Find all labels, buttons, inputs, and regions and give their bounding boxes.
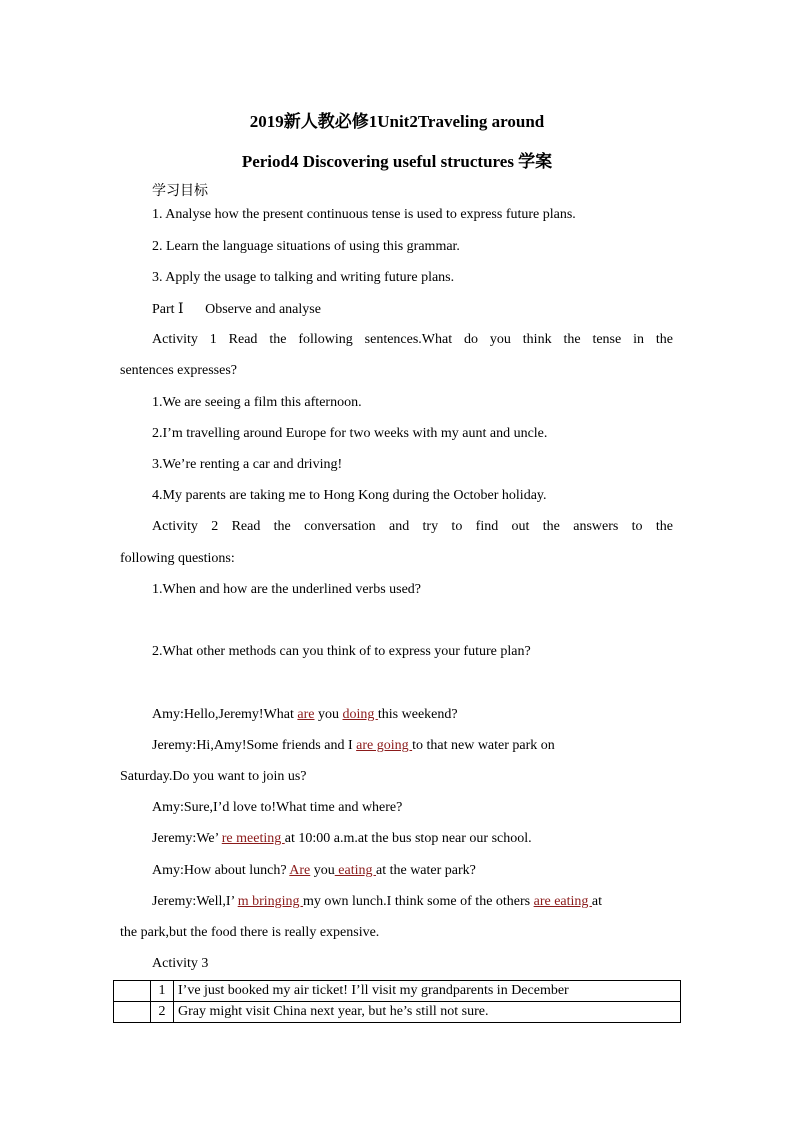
- text: you: [310, 863, 335, 878]
- activity3-table: [113, 980, 681, 1023]
- text: Amy:Hello,Jeremy!What: [152, 707, 298, 722]
- question-1: 1.When and how are the underlined verbs used?: [152, 582, 422, 597]
- row-text: Gray might visit China next year, but he’s still not sure.: [174, 1002, 681, 1023]
- part-heading: [152, 301, 321, 318]
- objective-item: 1. Analyse how the present continuous tense is used to express future plans.: [152, 207, 576, 222]
- objectives-heading: 学习目标: [152, 184, 208, 199]
- objective-item: 2. Learn the language situations of using this grammar.: [152, 239, 460, 254]
- example-sentence: 1.We are seeing a film this afternoon.: [152, 395, 362, 410]
- example-sentence: 2.I’m travelling around Europe for two weeks with my aunt and uncle.: [152, 426, 548, 441]
- underlined-verb: are: [297, 707, 315, 722]
- table-row: [114, 1002, 681, 1023]
- activity2-instruction: Activity 2 Read the conversation and try to find out the answers to the: [152, 519, 673, 534]
- conversation-line: [152, 894, 602, 910]
- underlined-verb: re meeting: [221, 831, 285, 846]
- activity1-instruction-cont: sentences expresses?: [120, 363, 238, 378]
- underlined-verb: doing: [342, 707, 378, 722]
- text: Amy:How about lunch?: [152, 863, 290, 878]
- objective-item: 3. Apply the usage to talking and writing future plans.: [152, 270, 455, 285]
- table-cell-empty: [114, 981, 151, 1002]
- text: at 10:00 a.m.at the bus stop near our school.: [284, 831, 532, 846]
- title-line-2: Period4 Discovering useful structures 学案: [241, 152, 553, 171]
- text: at the water park?: [375, 863, 476, 878]
- question-2: 2.What other methods can you think of to express your future plan?: [152, 644, 531, 659]
- table-row: [114, 981, 681, 1002]
- title-line-1: 2019新人教必修1Unit2Traveling around: [249, 112, 545, 131]
- text: you: [314, 707, 343, 722]
- text: Jeremy:Well,I’: [152, 894, 238, 909]
- table-cell-empty: [114, 1002, 151, 1023]
- row-text: I’ve just booked my air ticket! I’ll visit my grandparents in December: [174, 981, 681, 1002]
- example-sentence: 4.My parents are taking me to Hong Kong during the October holiday.: [152, 488, 547, 503]
- conversation-line: [152, 707, 458, 723]
- underlined-verb: are going: [356, 738, 413, 753]
- underlined-verb: eating: [334, 863, 376, 878]
- text: Jeremy:We’: [152, 831, 222, 846]
- underlined-verb: are eating: [533, 894, 592, 909]
- underlined-verb: Are: [289, 863, 311, 878]
- conversation-line: [152, 863, 476, 879]
- underlined-verb: m bringing: [237, 894, 304, 909]
- text: my own lunch.I think some of the others: [303, 894, 534, 909]
- example-sentence: 3.We’re renting a car and driving!: [152, 457, 343, 472]
- activity3-heading: Activity 3: [152, 956, 209, 971]
- text: Jeremy:Hi,Amy!Some friends and I: [152, 738, 357, 753]
- text: this weekend?: [377, 707, 458, 722]
- row-number: 2: [151, 1002, 174, 1023]
- conversation-line: Amy:Sure,I’d love to!What time and where?: [152, 800, 403, 815]
- text: to that new water park on: [412, 738, 555, 753]
- row-number: 1: [151, 981, 174, 1002]
- conversation-line: the park,but the food there is really expensive.: [120, 925, 380, 940]
- conversation-line: [152, 738, 673, 754]
- part-text: Observe and analyse: [205, 302, 321, 317]
- part-label: Part Ⅰ: [152, 302, 184, 317]
- activity2-instruction-cont: following questions:: [120, 551, 235, 566]
- conversation-line: Saturday.Do you want to join us?: [120, 769, 307, 784]
- conversation-line: [152, 831, 532, 847]
- activity1-instruction: Activity 1 Read the following sentences.What do you think the tense in the: [152, 332, 673, 347]
- text: at: [591, 894, 603, 909]
